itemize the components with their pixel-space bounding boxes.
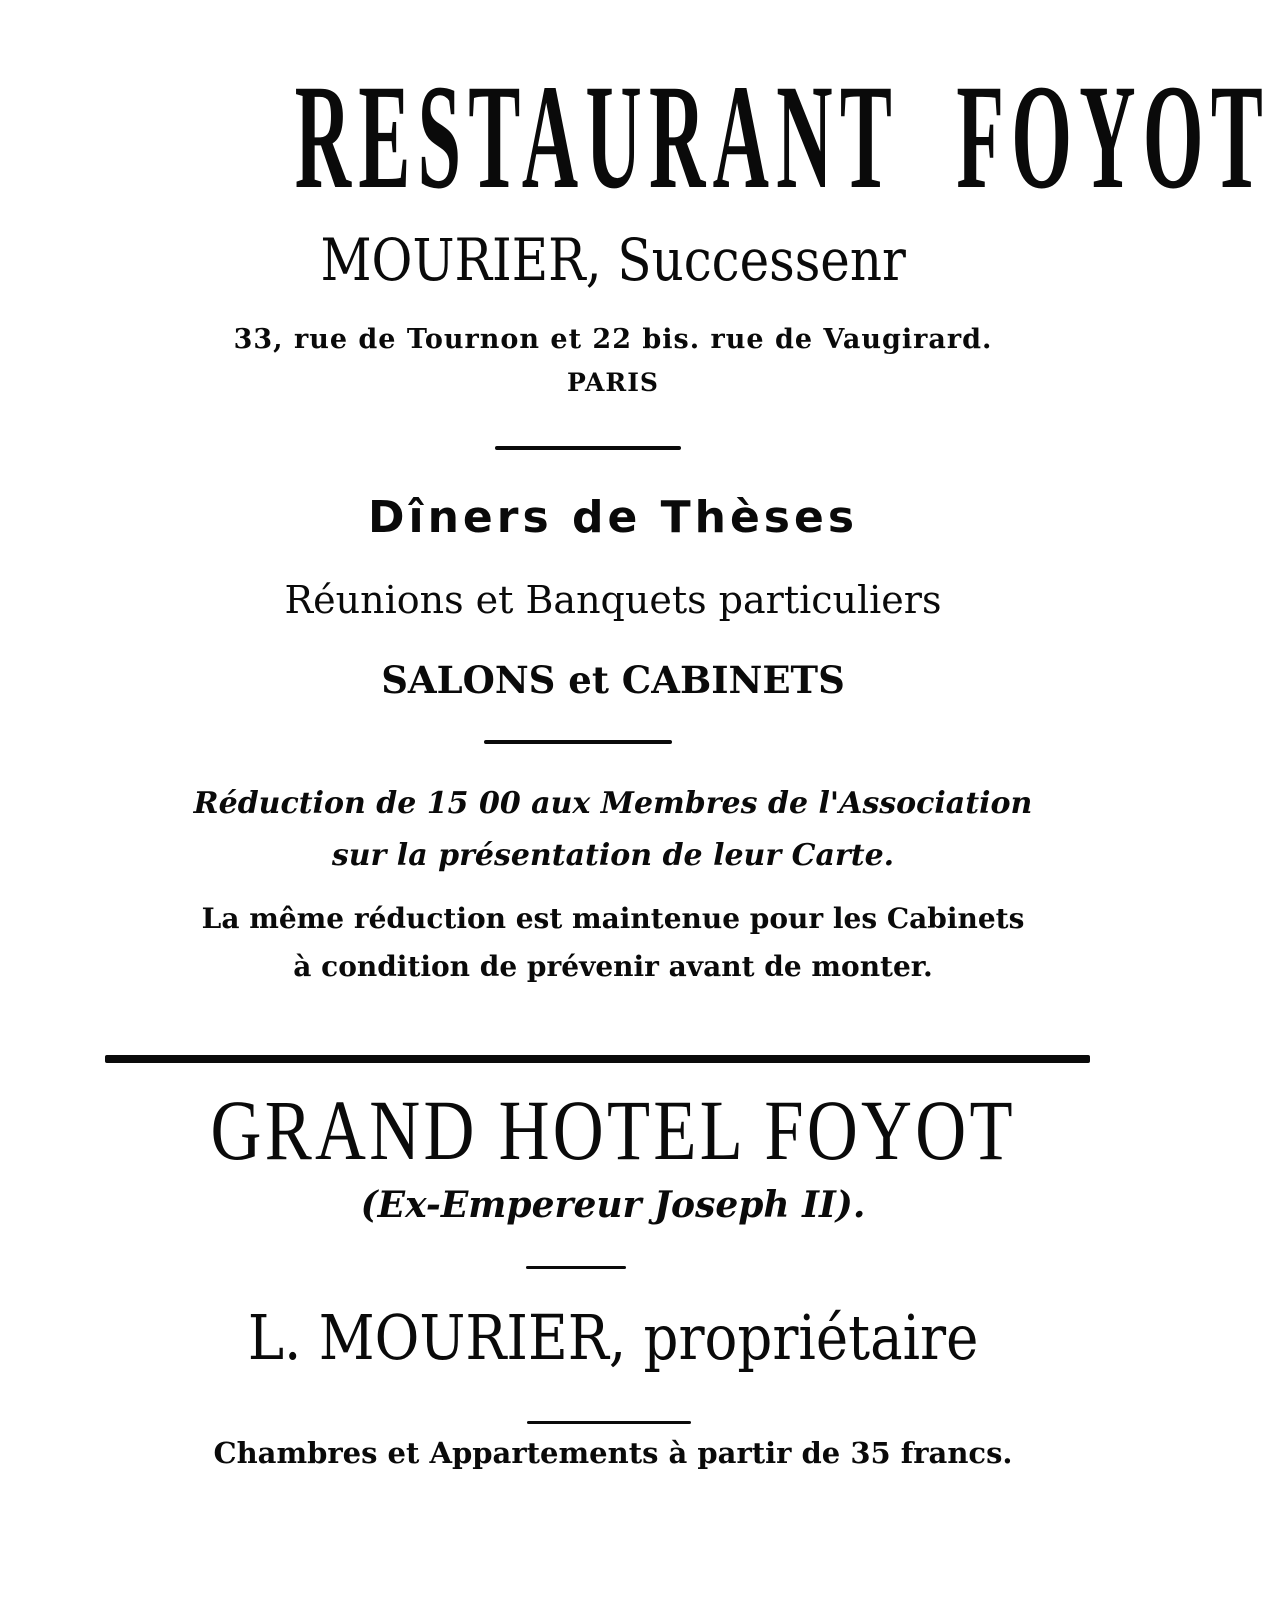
divider-rule-1: [495, 446, 681, 450]
rooms-line: SALONS et CABINETS: [381, 658, 845, 702]
divider-rule-2: [484, 740, 672, 744]
restaurant-title: [294, 54, 1270, 220]
hotel-former-name: (Ex-Empereur Joseph II).: [360, 1184, 866, 1226]
events-line: Réunions et Banquets particuliers: [284, 578, 942, 622]
section-separator-rule: [105, 1055, 1090, 1063]
rooms-offer-line: Chambres et Appartements à partir de 35 francs.: [213, 1436, 1013, 1470]
discount-line-4: à condition de prévenir avant de monter.: [293, 950, 933, 983]
address-line: 33, rue de Tournon et 22 bis. rue de Vaugirard.: [233, 324, 993, 355]
discount-line-1: Réduction de 15 00 aux Membres de l'Association: [193, 786, 1033, 821]
successor-line: MOURIER, Successenr: [320, 226, 906, 294]
divider-rule-4: [527, 1421, 691, 1424]
services-headline: Dîners de Thèses: [367, 492, 859, 543]
restaurant-title-word-1: RESTAURANT: [294, 54, 900, 220]
discount-line-3: La même réduction est maintenue pour les Cabinets: [201, 902, 1025, 935]
divider-rule-3: [526, 1266, 626, 1269]
proprietor-line: L. MOURIER, propriétaire: [247, 1301, 979, 1374]
city-line: PARIS: [567, 368, 659, 397]
restaurant-title-word-2: FOYOT: [956, 54, 1270, 220]
hotel-title: GRAND HOTEL FOYOT: [210, 1082, 1016, 1178]
discount-line-2: sur la présentation de leur Carte.: [331, 838, 895, 873]
